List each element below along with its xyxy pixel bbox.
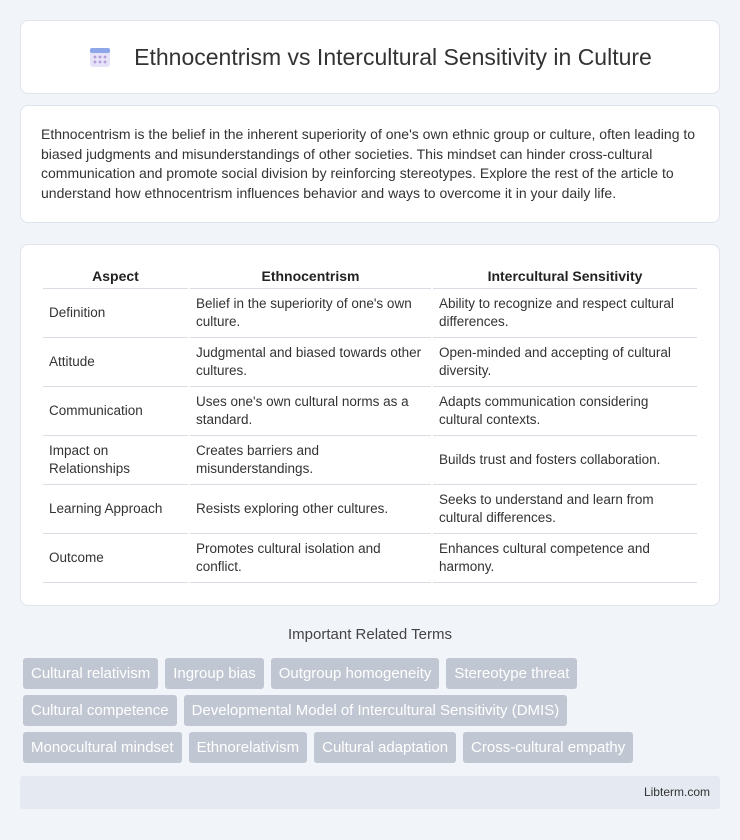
intro-card: [20, 105, 720, 223]
table-header-row: [43, 263, 697, 289]
cell-intercultural: Ability to recognize and respect cultural differences.: [433, 289, 697, 338]
related-terms-title: Important Related Terms: [288, 626, 452, 643]
tag-dmis[interactable]: Developmental Model of Intercultural Sensitivity (DMIS): [184, 695, 568, 726]
table-row: [43, 534, 697, 583]
comparison-table: [41, 263, 699, 583]
cell-intercultural: Open-minded and accepting of cultural diversity.: [433, 338, 697, 387]
tag-monocultural-mindset[interactable]: Monocultural mindset: [23, 732, 182, 763]
tag-cross-cultural-empathy[interactable]: Cross-cultural empathy: [463, 732, 633, 763]
cell-ethnocentrism: Belief in the superiority of one's own culture.: [190, 289, 431, 338]
tag-stereotype-threat[interactable]: Stereotype threat: [446, 658, 577, 689]
table-row: [43, 387, 697, 436]
table-row: [43, 338, 697, 387]
table-row: [43, 436, 697, 485]
cell-intercultural: Adapts communication considering cultural contexts.: [433, 387, 697, 436]
calendar-icon: [88, 45, 112, 69]
table-row: [43, 485, 697, 534]
header-aspect: Aspect: [43, 263, 188, 289]
cell-aspect: Attitude: [43, 338, 188, 387]
tag-row: [23, 658, 723, 689]
page-title: Ethnocentrism vs Intercultural Sensitivity in Culture: [134, 43, 652, 70]
cell-intercultural: Builds trust and fosters collaboration.: [433, 436, 697, 485]
header-intercultural: Intercultural Sensitivity: [433, 263, 697, 289]
tag-outgroup-homogeneity[interactable]: Outgroup homogeneity: [271, 658, 440, 689]
tag-ethnorelativism[interactable]: Ethnorelativism: [189, 732, 308, 763]
cell-ethnocentrism: Creates barriers and misunderstandings.: [190, 436, 431, 485]
tag-cultural-competence[interactable]: Cultural competence: [23, 695, 177, 726]
cell-aspect: Learning Approach: [43, 485, 188, 534]
cell-ethnocentrism: Judgmental and biased towards other cultures.: [190, 338, 431, 387]
tag-cultural-relativism[interactable]: Cultural relativism: [23, 658, 158, 689]
comparison-card: [20, 244, 720, 606]
intro-text: Ethnocentrism is the belief in the inherent superiority of one's own ethnic group or culture, often leading to biased judgments and misunderstandings of other societies. This mindset can hinder cross-cultural communication and promote social division by reinforcing stereotypes. Explore the rest of the article to understand how ethnocentrism influences behavior and ways to overcome it in your daily life.: [41, 126, 696, 201]
tag-ingroup-bias[interactable]: Ingroup bias: [165, 658, 264, 689]
table-row: [43, 289, 697, 338]
header-card: [20, 20, 720, 94]
cell-ethnocentrism: Resists exploring other cultures.: [190, 485, 431, 534]
cell-aspect: Definition: [43, 289, 188, 338]
cell-aspect: Outcome: [43, 534, 188, 583]
cell-ethnocentrism: Uses one's own cultural norms as a standard.: [190, 387, 431, 436]
header-ethnocentrism: Ethnocentrism: [190, 263, 431, 289]
footer: [20, 776, 720, 809]
related-terms: [23, 658, 723, 769]
cell-aspect: Impact on Relationships: [43, 436, 188, 485]
tag-row: [23, 695, 723, 726]
tag-row: [23, 732, 723, 763]
cell-intercultural: Enhances cultural competence and harmony.: [433, 534, 697, 583]
footer-site-link[interactable]: Libterm.com: [643, 785, 710, 799]
cell-ethnocentrism: Promotes cultural isolation and conflict.: [190, 534, 431, 583]
cell-intercultural: Seeks to understand and learn from cultural differences.: [433, 485, 697, 534]
cell-aspect: Communication: [43, 387, 188, 436]
tag-cultural-adaptation[interactable]: Cultural adaptation: [314, 732, 456, 763]
